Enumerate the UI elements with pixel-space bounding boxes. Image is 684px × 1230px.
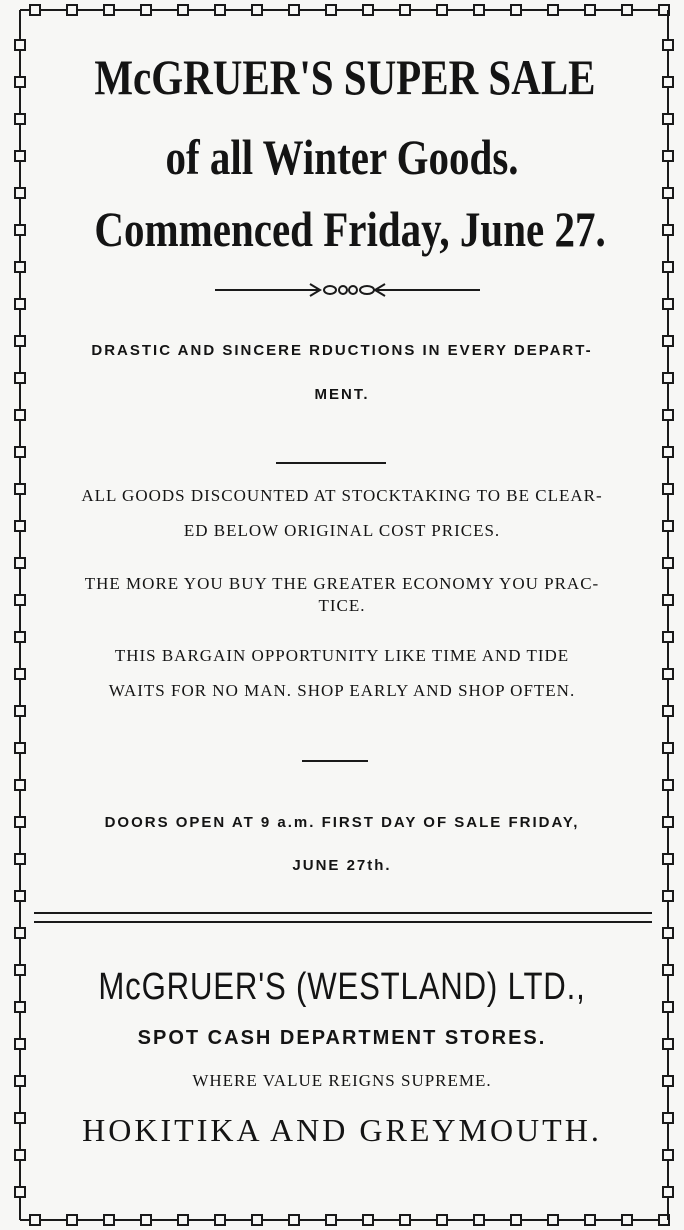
intro-line-2: MENT. xyxy=(314,386,370,403)
headline-line-2: of all Winter Goods. xyxy=(165,129,519,185)
double-rule-top xyxy=(34,912,652,914)
doors-line-2: JUNE 27th. xyxy=(292,857,392,874)
short-divider-2 xyxy=(302,760,368,762)
ornament-divider-icon xyxy=(215,278,480,302)
short-divider xyxy=(276,462,386,464)
headline-line-3: Commenced Friday, June 27. xyxy=(94,201,606,257)
company-name: McGRUER'S (WESTLAND) LTD., xyxy=(98,966,586,1008)
paragraph-2-line-2: TICE. xyxy=(318,596,366,615)
tagline: WHERE VALUE REIGNS SUPREME. xyxy=(192,1071,492,1090)
double-rule-bottom xyxy=(34,921,652,923)
store-type: SPOT CASH DEPARTMENT STORES. xyxy=(137,1027,547,1049)
paragraph-3-line-1: THIS BARGAIN OPPORTUNITY LIKE TIME AND TIDE xyxy=(114,646,570,665)
paragraph-2-line-1: THE MORE YOU BUY THE GREATER ECONOMY YOU PRAC- xyxy=(84,574,600,593)
headline-line-1: McGRUER'S SUPER SALE xyxy=(94,49,596,105)
town-names: HOKITIKA AND GREYMOUTH. xyxy=(82,1112,602,1148)
doors-line-1: DOORS OPEN AT 9 a.m. FIRST DAY OF SALE FRIDAY, xyxy=(104,814,580,831)
paragraph-1-line-1: ALL GOODS DISCOUNTED AT STOCKTAKING TO BE CLEAR- xyxy=(81,486,603,505)
paragraph-3-line-2: WAITS FOR NO MAN. SHOP EARLY AND SHOP OFTEN. xyxy=(108,681,576,700)
intro-line-1: DRASTIC AND SINCERE RDUCTIONS IN EVERY DEPART- xyxy=(91,342,593,359)
paragraph-1-line-2: ED BELOW ORIGINAL COST PRICES. xyxy=(183,521,501,540)
